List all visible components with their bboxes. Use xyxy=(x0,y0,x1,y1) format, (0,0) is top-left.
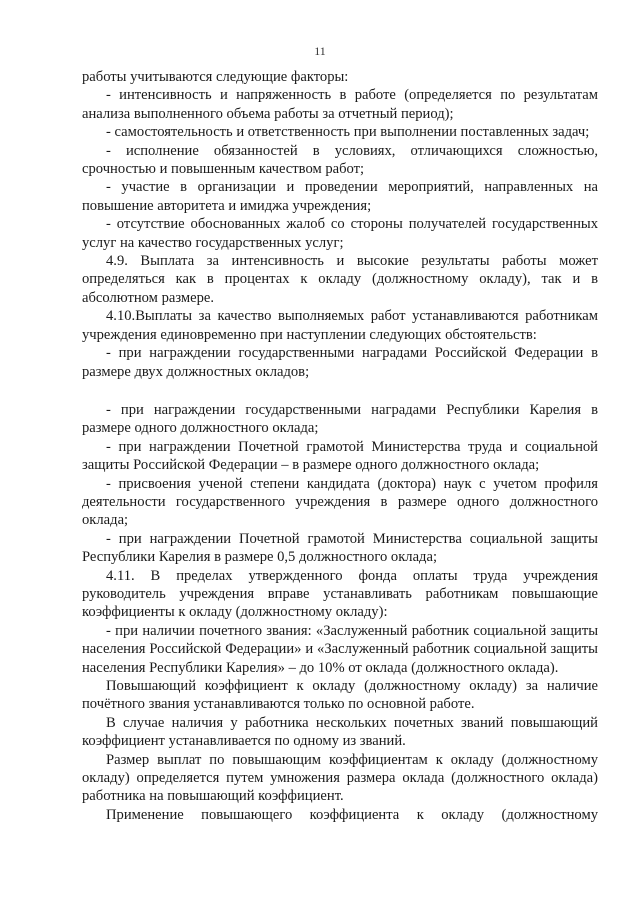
list-item: - при наличии почетного звания: «Заслуженный работник социальной защиты населения Российской Федерации» и «Заслуженный работник социальной защиты населения Республики Карелия» – до 10% от оклада (должностного оклада). xyxy=(82,622,598,676)
section-4-9: 4.9. Выплата за интенсивность и высокие результаты работы может определяться как в процентах к окладу (должностному окладу), так и в абсолютном размере. xyxy=(82,253,598,306)
list-item: - при награждении Почетной грамотой Министерства социальной защиты Республики Карелия в размере 0,5 должностного оклада; xyxy=(82,530,598,566)
list-item: - самостоятельность и ответственность при выполнении поставленных задач; xyxy=(106,124,590,141)
paragraph: Размер выплат по повышающим коэффициентам к окладу (должностному окладу) определяется путем умножения размера оклада (должностного оклада) работника на повышающий коэффициент. xyxy=(82,751,598,805)
paragraph: В случае наличия у работника нескольких почетных званий повышающий коэффициент устанавливается по одному из званий. xyxy=(82,714,598,750)
paragraph: Повышающий коэффициент к окладу (должностному окладу) за наличие почётного звания устанавливаются только по основной работе. xyxy=(82,678,598,713)
list-item: - участие в организации и проведении мероприятий, направленных на повышение авторитета и имиджа учреждения; xyxy=(82,179,598,214)
page-number: 11 xyxy=(314,44,326,58)
section-4-11: 4.11. В пределах утвержденного фонда оплаты труда учреждения руководитель учреждения вправе устанавливать работникам повышающие коэффициенты к окладу (должностному окладу): xyxy=(82,567,598,621)
list-item: - отсутствие обоснованных жалоб со стороны получателей государственных услуг на качество государственных услуг; xyxy=(82,216,598,251)
paragraph: работы учитываются следующие факторы: xyxy=(82,69,349,85)
section-4-10: 4.10.Выплаты за качество выполняемых работ устанавливаются работникам учреждения единовременно при наступлении следующих обстоятельств: xyxy=(82,308,598,343)
paragraph: Применение повышающего коэффициента к окладу (должностному xyxy=(106,806,598,823)
list-item: - интенсивность и напряженность в работе (определяется по результатам анализа выполненного объема работы за отчетный период); xyxy=(82,87,598,122)
list-item: - при награждении Почетной грамотой Министерства труда и социальной защиты Российской Федерации – в размере одного должностного оклада; xyxy=(82,438,598,474)
list-item: - при награждении государственными наградами Российской Федерации в размере двух должностных окладов; xyxy=(82,345,598,380)
blank-gap xyxy=(82,381,598,401)
document-body xyxy=(82,68,598,824)
list-item: - при награждении государственными наградами Республики Карелия в размере одного должностного оклада; xyxy=(82,401,598,437)
list-item: - присвоения ученой степени кандидата (доктора) наук с учетом профиля деятельности государственного учреждения в размере одного должностного оклада; xyxy=(82,475,598,529)
list-item: - исполнение обязанностей в условиях, отличающихся сложностью, срочностью и повышенным качеством работ; xyxy=(82,142,598,178)
